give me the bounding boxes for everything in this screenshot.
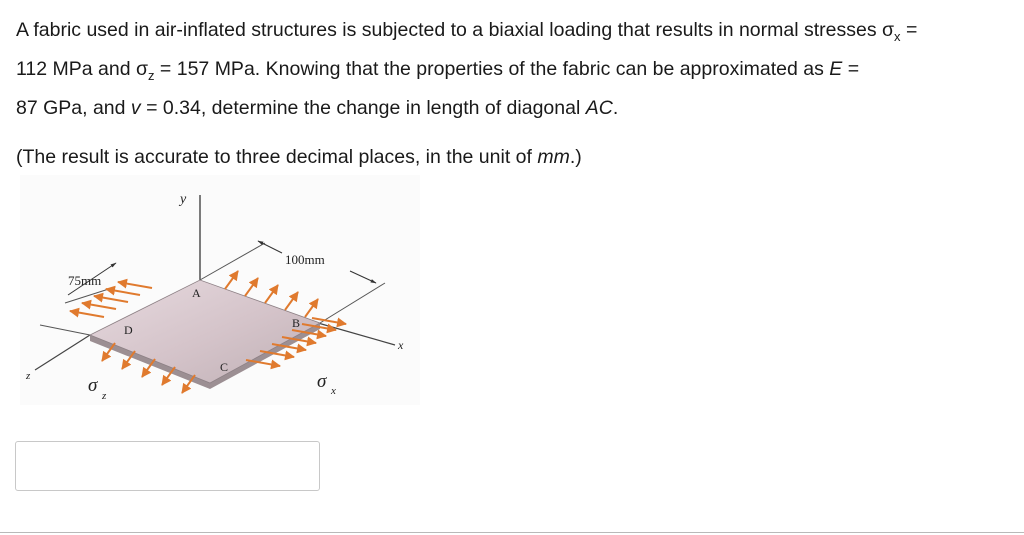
svg-text:σ: σ — [317, 371, 327, 392]
answer-input[interactable] — [15, 441, 320, 491]
question-line-3: 87 GPa, and v = 0.34, determine the change in length of diagonal AC. — [16, 96, 619, 119]
question-line-1: A fabric used in air-inflated structures is subjected to a biaxial loading that results in normal stresses $\sigma_x$ = — [16, 19, 918, 44]
y-axis-label: y — [180, 192, 187, 207]
dim-label-100mm: 100mm — [285, 252, 325, 267]
point-c-label: C — [220, 360, 229, 374]
point-b-label: B — [292, 316, 301, 330]
question-note: (The result is accurate to three decimal places, in the unit of mm.) — [16, 145, 582, 168]
x-axis-label: x — [398, 338, 404, 352]
svg-text:z: z — [102, 390, 107, 402]
svg-text:σ: σ — [88, 375, 98, 396]
question-line-2: 112 MPa and $\sigma_z = 157$ MPa. Knowing that the properties of the fabric can be approximated as E = — [16, 57, 860, 83]
svg-text:x: x — [331, 385, 336, 397]
point-d-label: D — [124, 323, 133, 337]
bottom-divider — [0, 532, 1024, 533]
question-text — [16, 14, 1016, 174]
fabric-diagram — [20, 175, 420, 405]
point-a-label: A — [192, 286, 201, 300]
z-axis-label: z — [26, 370, 31, 382]
dim-label-75mm: 75mm — [68, 273, 102, 288]
